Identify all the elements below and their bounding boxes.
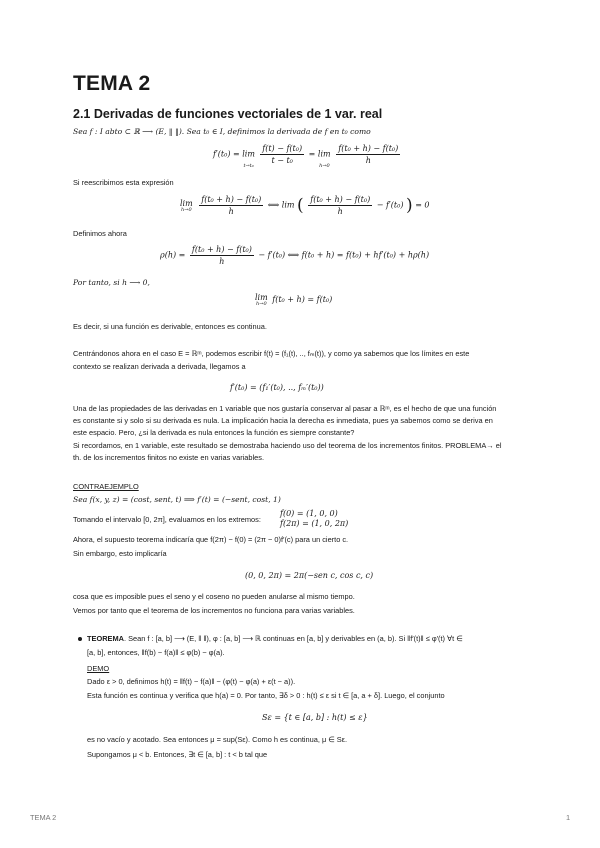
paragraph-property-line1: Una de las propiedades de las derivadas en 1 variable que nos gustaría conservar al pasar a ℝᵐ, es el hecho de que una función xyxy=(73,404,497,413)
equation-continuity xyxy=(255,293,332,307)
counterexample-function: Sea f(x, y, z) = (cost, sent, t) ⟹ f′(t) = (−sent, cost, 1) xyxy=(73,495,281,504)
eq4-rhs: f(t₀ + h) = f(t₀) xyxy=(272,295,333,304)
section-heading: 2.1 Derivadas de funciones vectoriales de 1 var. real xyxy=(73,107,383,121)
equation-derivative-definition xyxy=(213,144,402,169)
demo-heading: DEMO xyxy=(87,664,110,673)
eq2-num2: f(t₀ + h) − f(t₀) xyxy=(310,195,371,204)
eq3-num: f(t₀ + h) − f(t₀) xyxy=(191,245,252,254)
counterexample-interval: Tomando el intervalo [0, 2π], evaluamos en los extremos: xyxy=(73,515,261,524)
counterexample-conclusion: Vemos por tanto que el teorema de los incrementos no funciona para varias variables. xyxy=(73,606,355,615)
eq2-lim: lim xyxy=(180,198,193,208)
eq1-num2: f(t₀ + h) − f(t₀) xyxy=(338,144,399,153)
bullet-icon xyxy=(78,637,82,641)
footer-page-number: 1 xyxy=(566,813,571,822)
eq3-lhs: ρ(h) = xyxy=(160,250,186,260)
eq1-mid: = lim xyxy=(308,149,331,159)
paragraph-therefore: Por tanto, si h ⟶ 0, xyxy=(73,278,150,287)
paragraph-define-rho: Definimos ahora xyxy=(73,229,127,238)
eq2-end: = 0 xyxy=(415,200,430,210)
equation-limit-equivalence: lim h→0 $\frac{\text{f(t₀ + h) − f(t₀)}}{h}$ ⟺ lim ( $\frac{\text{f(t₀ + h) − f(t₀)}}{h}$ − f′(t₀) ) = 0 xyxy=(180,195,430,216)
paragraph-rewrite: Si reescribimos esta expresión xyxy=(73,178,174,187)
equation-componentwise: f′(t₀) = (f₁′(t₀), .., fₘ′(t₀)) xyxy=(230,383,324,392)
eq2-num: f(t₀ + h) − f(t₀) xyxy=(201,195,262,204)
equation-endpoints xyxy=(280,509,348,529)
eq1-lim2-sub: h→0 xyxy=(319,162,330,169)
eq2-mid: ⟺ lim xyxy=(267,200,295,210)
eq2-tail: − f′(t₀) xyxy=(376,200,404,210)
equation-set-s: Sε = {t ∈ [a, b] : h(t) ≤ ε} xyxy=(262,713,368,722)
eq2-den: h xyxy=(228,207,234,216)
equation-implication: (0, 0, 2π) = 2π(−sen c, cos c, c) xyxy=(245,571,374,580)
paragraph-recall-line1: Si recordamos, en 1 variable, este resultado se demostraba haciendo uso del teorema de los incrementos finitos. PROBLEMA→ el xyxy=(73,441,502,450)
paragraph-recall-line2: th. de los incrementos finitos no existe en varias variables. xyxy=(73,453,265,462)
paragraph-conclusion: Es decir, si una función es derivable, entonces es continua. xyxy=(73,322,267,331)
demo-line2: Esta función es continua y verifica que h(a) = 0. Por tanto, ∃δ > 0 : h(t) ≤ ε si t ∈ [a, a + δ]. Luego, el conjunto xyxy=(87,691,445,700)
theorem-line1 xyxy=(87,634,463,644)
eq1-num1: f(t) − f(t₀) xyxy=(262,144,303,153)
eq2-lim-sub: h→0 xyxy=(181,206,192,213)
counterexample-impossible: cosa que es imposible pues el seno y el coseno no pueden anularse al mismo tiempo. xyxy=(73,592,355,601)
counterexample-heading: CONTRAEJEMPLO xyxy=(73,482,139,491)
footer-title: TEMA 2 xyxy=(30,813,57,822)
paragraph-definition: Sea f : I abto ⊂ ℝ ⟶ (E, ‖ ‖). Sea t₀ ∈ I, definimos la derivada de f en t₀ como xyxy=(73,127,371,136)
demo-line3: es no vacío y acotado. Sea entonces μ = sup(Sε). Como h es continua, μ ∈ Sε. xyxy=(87,735,348,744)
demo-line4: Supongamos μ < b. Entonces, ∃t ∈ [a, b] : t < b tal que xyxy=(87,750,268,759)
demo-line1: Dado ε > 0, definimos h(t) = ‖f(t) − f(a)‖ − (φ(t) − φ(a) + ε(t − a)). xyxy=(87,677,296,686)
eq4-lim-sub: h→0 xyxy=(256,301,267,307)
paragraph-property-line2: es constante si y solo si su derivada es nula. La implicación hacia la derecha es inmediata, pues ya sabemos como se deriva en xyxy=(73,416,493,425)
eq1-den2: h xyxy=(365,156,371,165)
eq4-lim: lim xyxy=(255,293,268,302)
theorem-line2: [a, b], entonces, ‖f(b) − f(a)‖ ≤ φ(b) − φ(a). xyxy=(87,648,225,657)
eq2-den2: h xyxy=(337,207,343,216)
counterexample-however: Sin embargo, esto implicaría xyxy=(73,549,167,558)
equation-rho xyxy=(160,245,429,266)
eq6-line2: f(2π) = (1, 0, 2π) xyxy=(280,519,349,528)
page-title: TEMA 2 xyxy=(73,72,151,95)
eq1-lim-sub: t→t₀ xyxy=(243,162,254,169)
paragraph-rm-line2: contexto se realizan derivada a derivada, llegamos a xyxy=(73,362,246,371)
paragraph-rm-line1: Centrándonos ahora en el caso E = ℝᵐ, podemos escribir f(t) = (f₁(t), .., fₘ(t)), y como ya sabemos que los límites en este xyxy=(73,349,470,358)
paragraph-property-line3: este espacio. Pero, ¿si la derivada es nula entonces la función es siempre constante? xyxy=(73,428,355,437)
eq3-rhs: − f′(t₀) ⟺ f(t₀ + h) = f(t₀) + hf′(t₀) + hρ(h) xyxy=(258,250,430,260)
counterexample-theorem: Ahora, el supuesto teorema indicaría que f(2π) − f(0) = (2π − 0)f′(c) para un cierto c. xyxy=(73,535,349,544)
theorem-label: TEOREMA xyxy=(87,634,124,643)
eq1-den1: t − t₀ xyxy=(271,156,293,165)
theorem-statement: . Sean f : [a, b] ⟶ (E, ‖ ‖), φ : [a, b] ⟶ ℝ continuas en [a, b] y derivables en (a, b). Si ‖f′(t)‖ ≤ φ′(t) ∀t ∈ xyxy=(123,634,463,643)
eq1-lhs: f′(t₀) = lim xyxy=(213,149,255,159)
eq3-den: h xyxy=(219,257,225,266)
eq6-line1: f(0) = (1, 0, 0) xyxy=(280,509,338,518)
